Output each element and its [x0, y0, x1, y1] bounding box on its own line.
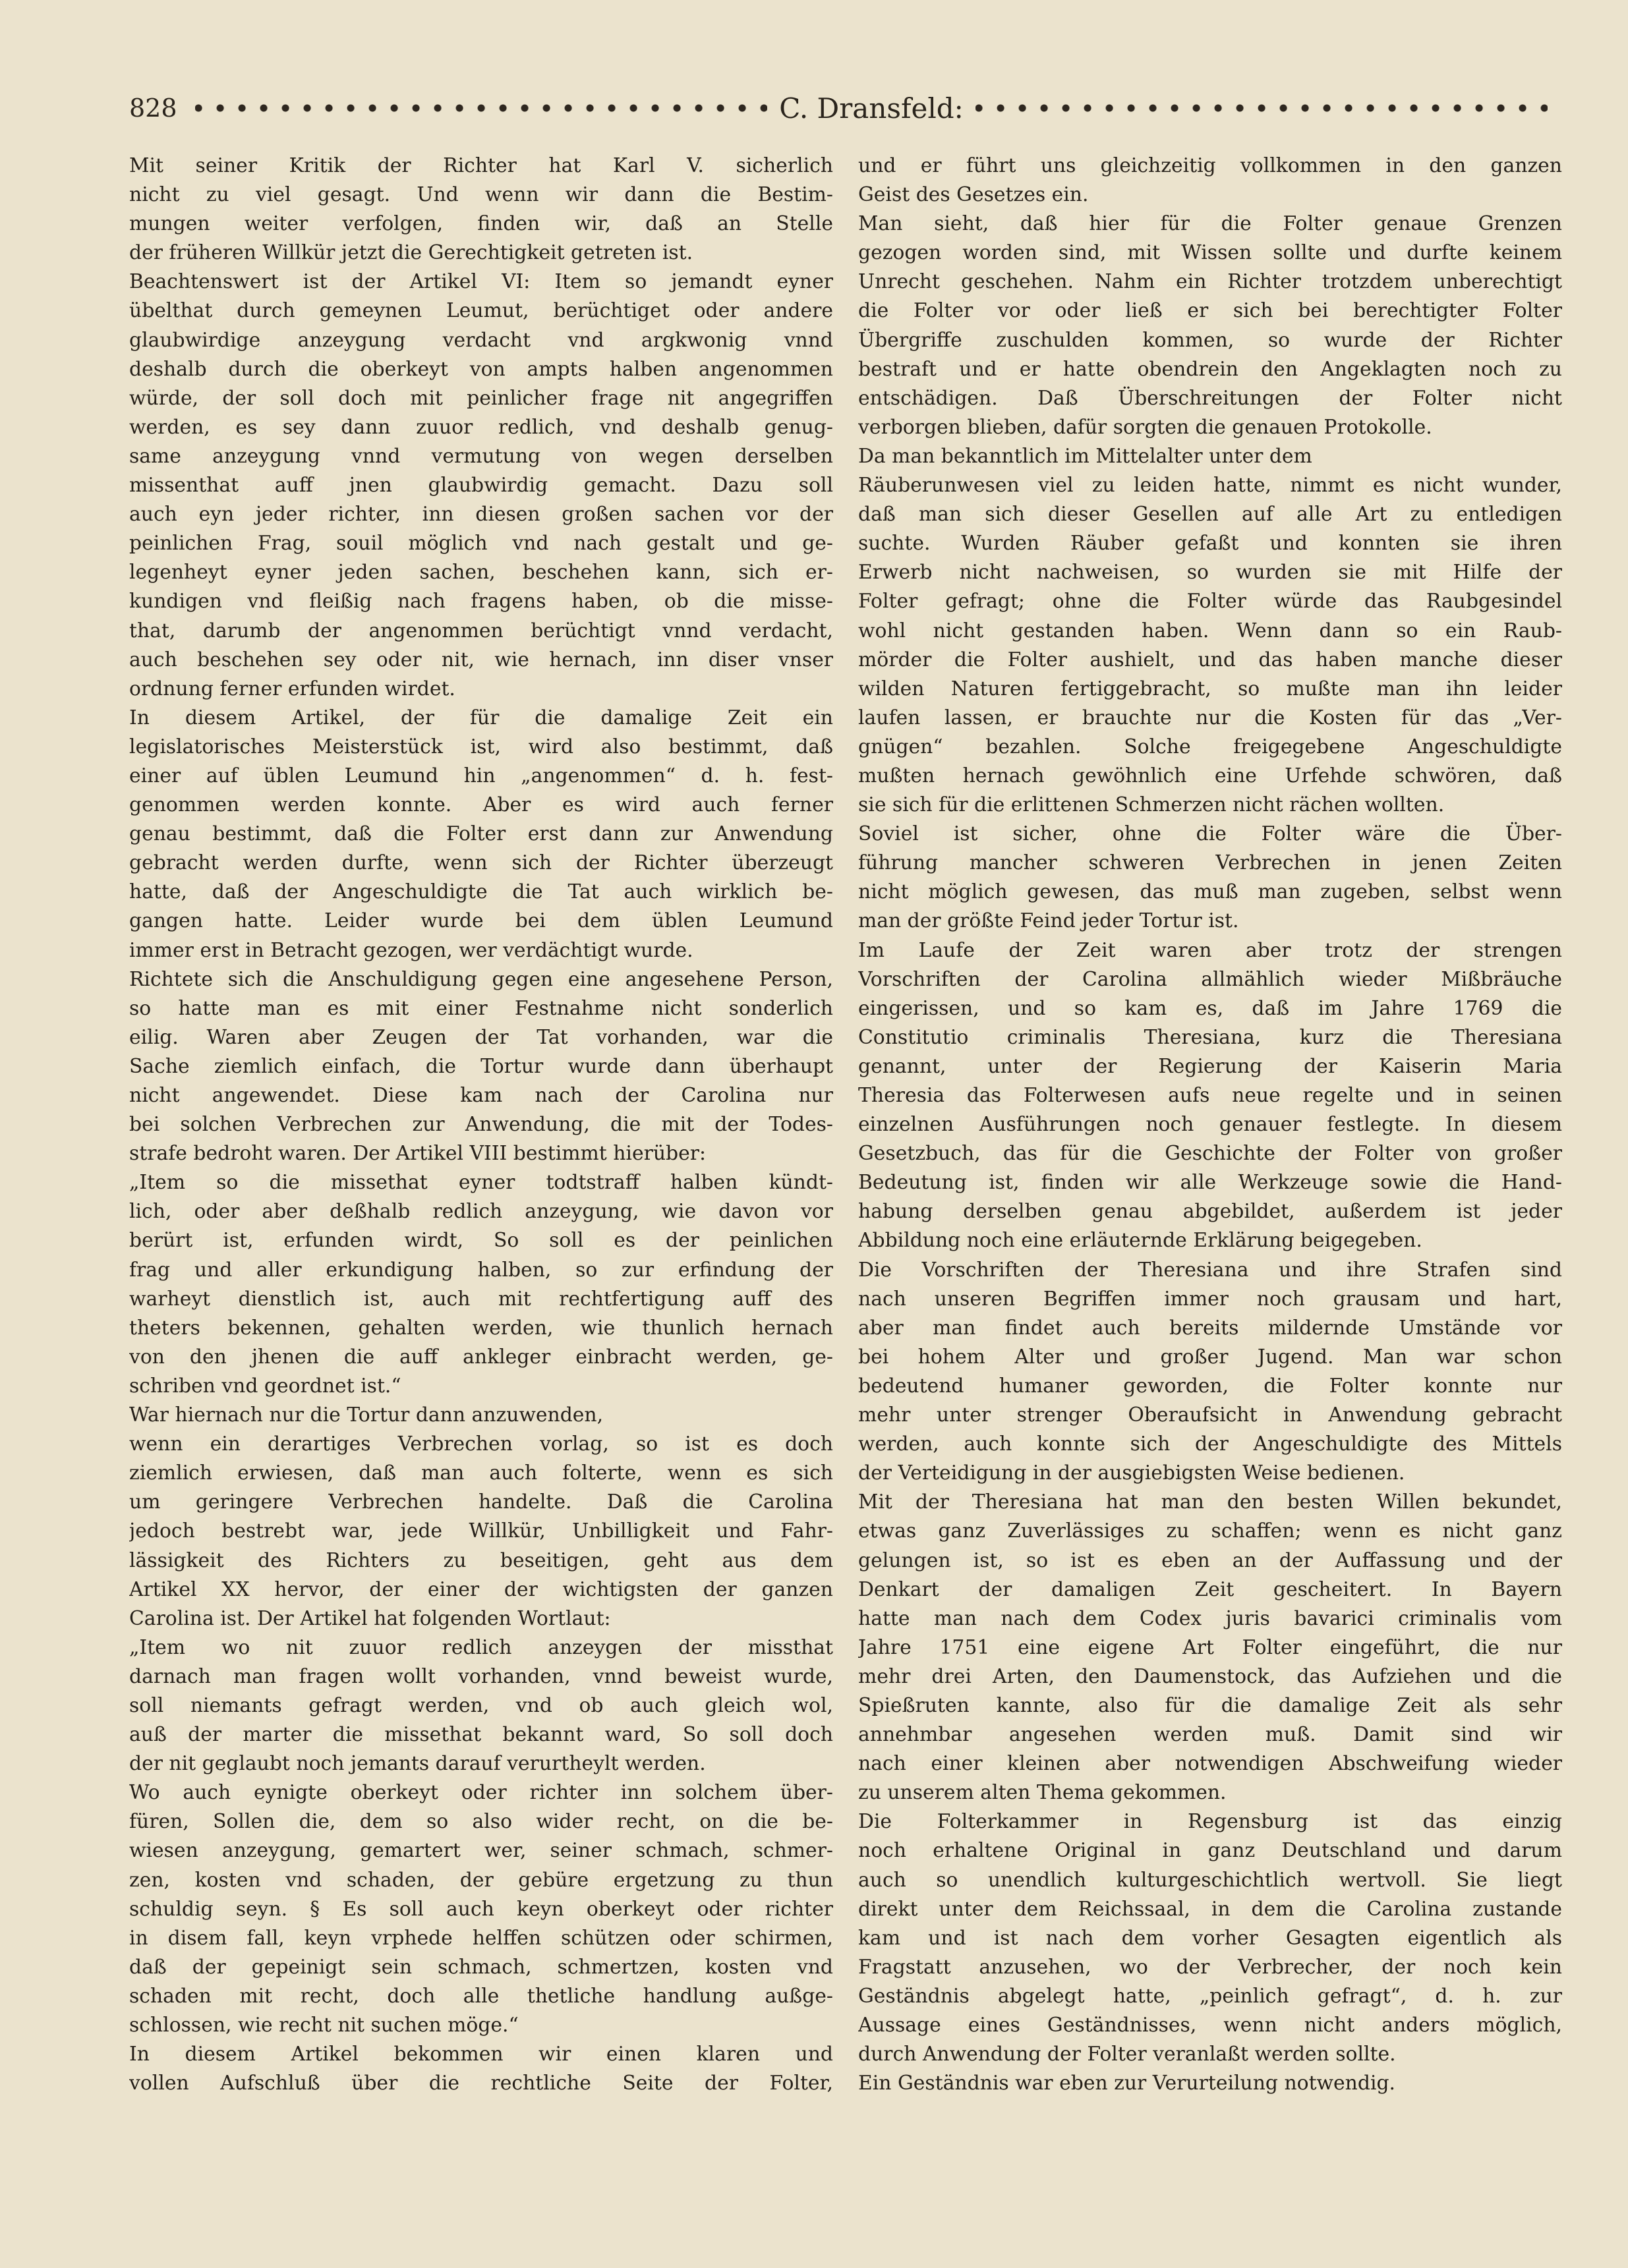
text-line: Mit der Theresiana hat man den besten Willen bekundet, [858, 1490, 1562, 1514]
text-line: vollen Aufschluß über die rechtliche Seite der Folter, [129, 2072, 833, 2095]
text-line: frag und aller erkundigung halben, so zur erfindung der [129, 1258, 833, 1282]
text-line: der Verteidigung in der ausgiebigsten Weise bedienen. [858, 1461, 1405, 1485]
text-line: theters bekennen, gehalten werden, wie thunlich hernach [129, 1316, 833, 1340]
text-line: warheyt dienstlich ist, auch mit rechtfertigung auff des [129, 1287, 833, 1311]
text-line: Abbildung noch eine erläuternde Erklärung beigegeben. [858, 1229, 1422, 1253]
text-line: mehr drei Arten, den Daumenstock, das Aufziehen und die [858, 1664, 1562, 1688]
text-line: Man sieht, daß hier für die Folter genaue Grenzen [858, 212, 1562, 236]
text-line: von den jhenen die auff ankleger einbracht werden, ge- [129, 1345, 833, 1369]
text-line: nach einer kleinen aber notwendigen Abschweifung wieder [858, 1752, 1562, 1776]
text-line: gangen hatte. Leider wurde bei dem üblen Leumund [129, 909, 833, 933]
text-line: Wo auch eynigte oberkeyt oder richter inn solchem über- [129, 1781, 833, 1805]
text-line: „Item wo nit zuuor redlich anzeygen der missthat [129, 1635, 833, 1659]
text-line: ordnung ferner erfunden wirdet. [129, 677, 455, 700]
text-line: gebracht werden durfte, wenn sich der Richter überzeugt [129, 851, 833, 875]
text-line: daß der gepeinigt sein schmach, schmertzen, kosten vnd [129, 1955, 833, 1979]
text-line: Theresia das Folterwesen aufs neue regelte und in seinen [858, 1084, 1562, 1107]
text-line: etwas ganz Zuverlässiges zu schaffen; wenn es nicht ganz [858, 1519, 1562, 1543]
text-line: ziemlich erwiesen, daß man auch folterte, wenn es sich [129, 1461, 833, 1485]
text-line: suchte. Wurden Räuber gefaßt und konnten sie ihren [858, 532, 1562, 555]
text-line: gelungen ist, so ist es eben an der Auffassung und der [858, 1548, 1562, 1572]
text-line: Artikel XX hervor, der einer der wichtigsten der ganzen [129, 1577, 833, 1601]
text-line: missenthat auff jnen glaubwirdig gemacht. Dazu soll [129, 474, 833, 497]
text-line: Carolina ist. Der Artikel hat folgenden Wortlaut: [129, 1606, 611, 1630]
text-line: sie sich für die erlittenen Schmerzen nicht rächen wollten. [858, 793, 1445, 817]
text-line: schlossen, wie recht nit suchen möge.“ [129, 2014, 519, 2037]
text-line: Bedeutung ist, finden wir alle Werkzeuge sowie die Hand- [858, 1171, 1562, 1195]
text-line: Folter gefragt; ohne die Folter würde das Raubgesindel [858, 590, 1562, 613]
text-line: Richtete sich die Anschuldigung gegen eine angesehene Person, [129, 967, 833, 991]
text-line: Fragstatt anzusehen, wo der Verbrecher, der noch kein [858, 1955, 1562, 1979]
text-line: Aussage eines Geständnisses, wenn nicht anders möglich, [858, 2014, 1562, 2037]
text-line: gnügen“ bezahlen. Solche freigegebene Angeschuldigte [858, 735, 1562, 758]
text-line: schaden mit recht, doch alle thetliche handlung außge- [129, 1984, 833, 2008]
text-line: daß man sich dieser Gesellen auf alle Art zu entledigen [858, 503, 1562, 526]
text-line: die Folter vor oder ließ er sich bei berechtigter Folter [858, 299, 1562, 323]
text-line: Denkart der damaligen Zeit gescheitert. In Bayern [858, 1577, 1562, 1601]
text-line: genommen werden konnte. Aber es wird auch ferner [129, 793, 833, 817]
text-line: War hiernach nur die Tortur dann anzuwenden, [129, 1403, 604, 1427]
text-line: hatte, daß der Angeschuldigte die Tat auch wirklich be- [129, 880, 833, 904]
text-line: eilig. Waren aber Zeugen der Tat vorhanden, war die [129, 1025, 833, 1049]
text-line: deshalb durch die oberkeyt von ampts halben angenommen [129, 357, 833, 381]
text-line: genannt, unter der Regierung der Kaiserin Maria [858, 1054, 1562, 1078]
text-line: bei solchen Verbrechen zur Anwendung, die mit der Todes- [129, 1113, 833, 1137]
text-line: nach unseren Begriffen immer noch grausam und hart, [858, 1287, 1562, 1311]
text-line: durch Anwendung der Folter veranlaßt werden sollte. [858, 2043, 1396, 2066]
text-line: auch beschehen sey oder nit, wie hernach, inn diser vnser [129, 648, 833, 671]
text-line: man der größte Feind jeder Tortur ist. [858, 909, 1239, 933]
text-line: und er führt uns gleichzeitig vollkommen in den ganzen [858, 154, 1562, 177]
text-line: nicht möglich gewesen, das muß man zugeben, selbst wenn [858, 880, 1562, 904]
text-line: verborgen blieben, dafür sorgten die genauen Protokolle. [858, 415, 1432, 439]
text-line: Soviel ist sicher, ohne die Folter wäre die Über- [858, 822, 1562, 846]
text-line: bestraft und er hatte obendrein den Angeklagten noch zu [858, 357, 1562, 381]
text-line: hatte man nach dem Codex juris bavarici criminalis vom [858, 1606, 1562, 1630]
text-line: gezogen worden sind, mit Wissen sollte und durfte keinem [858, 241, 1562, 265]
header-ornament-left [195, 101, 767, 115]
text-line: bei hohem Alter und großer Jugend. Man war schon [858, 1345, 1562, 1369]
text-line: Geständnis abgelegt hatte, „peinlich gefragt“, d. h. zur [858, 1984, 1562, 2008]
text-line: auß der marter die missethat bekannt ward, So soll doch [129, 1723, 833, 1747]
text-line: werden, auch konnte sich der Angeschuldigte des Mittels [858, 1432, 1562, 1456]
text-line: same anzeygung vnnd vermutung von wegen derselben [129, 444, 833, 468]
text-line: Die Folterkammer in Regensburg ist das einzig [858, 1810, 1562, 1834]
text-line: auch eyn jeder richter, inn diesen großen sachen vor der [129, 503, 833, 526]
text-line: lich, oder aber deßhalb redlich anzeygung, wie davon vor [129, 1200, 833, 1224]
text-line: jedoch bestrebt war, jede Willkür, Unbilligkeit und Fahr- [129, 1519, 833, 1543]
text-line: Im Laufe der Zeit waren aber trotz der strengen [858, 938, 1562, 962]
text-line: mehr unter strenger Oberaufsicht in Anwendung gebracht [858, 1403, 1562, 1427]
text-line: zu unserem alten Thema gekommen. [858, 1781, 1227, 1805]
text-line: peinlichen Frag, souil möglich vnd nach gestalt und ge- [129, 532, 833, 555]
text-line: Constitutio criminalis Theresiana, kurz die Theresiana [858, 1025, 1562, 1049]
text-line: der nit geglaubt noch jemants darauf verurtheylt werden. [129, 1752, 706, 1776]
text-line: Erwerb nicht nachweisen, so wurden sie mit Hilfe der [858, 561, 1562, 584]
text-line: immer erst in Betracht gezogen, wer verdächtigt wurde. [129, 938, 693, 962]
text-line: kundigen vnd fleißig nach fragens haben, ob die misse- [129, 590, 833, 613]
text-line: bedeutend humaner geworden, die Folter konnte nur [858, 1374, 1562, 1398]
text-line: darnach man fragen wollt vorhanden, vnnd beweist wurde, [129, 1664, 833, 1688]
text-line: Spießruten kannte, also für die damalige Zeit als sehr [858, 1693, 1562, 1717]
text-line: direkt unter dem Reichssaal, in dem die Carolina zustande [858, 1897, 1562, 1921]
text-line: mungen weiter verfolgen, finden wir, daß an Stelle [129, 212, 833, 236]
text-line: strafe bedroht waren. Der Artikel VIII bestimmt hierüber: [129, 1142, 707, 1166]
text-line: Übergriffe zuschulden kommen, so wurde der Richter [858, 328, 1562, 352]
text-line: auch so unendlich kulturgeschichtlich wertvoll. Sie liegt [858, 1868, 1562, 1892]
text-line: noch erhaltene Original in ganz Deutschland und darum [858, 1839, 1562, 1863]
text-line: laufen lassen, er brauchte nur die Kosten für das „Ver- [858, 706, 1562, 729]
text-line: entschädigen. Daß Überschreitungen der Folter nicht [858, 386, 1562, 410]
text-line: habung derselben genau abgebildet, außerdem ist jeder [858, 1200, 1562, 1224]
text-line: kam und ist nach dem vorher Gesagten eigentlich als [858, 1926, 1562, 1950]
text-line: einer auf üblen Leumund hin „angenommen“ d. h. fest- [129, 764, 833, 787]
text-line: Vorschriften der Carolina allmählich wieder Mißbräuche [858, 967, 1562, 991]
text-line: Gesetzbuch, das für die Geschichte der Folter von großer [858, 1142, 1562, 1166]
text-line: „Item so die missethat eyner todtstraff halben kündt- [129, 1171, 833, 1195]
left-column [129, 152, 833, 2240]
text-line: legislatorisches Meisterstück ist, wird also bestimmt, daß [129, 735, 833, 758]
text-line: berürt ist, erfunden wirdt, So soll es der peinlichen [129, 1229, 833, 1253]
text-line: Sache ziemlich einfach, die Tortur wurde dann überhaupt [129, 1054, 833, 1078]
text-line: nicht angewendet. Diese kam nach der Carolina nur [129, 1084, 833, 1107]
text-line: glaubwirdige anzeygung verdacht vnd argkwonig vnnd [129, 328, 833, 352]
text-line: Ein Geständnis war eben zur Verurteilung notwendig. [858, 2072, 1396, 2095]
text-line: zen, kosten vnd schaden, der gebüre ergetzung zu thun [129, 1868, 833, 1892]
text-line: Jahre 1751 eine eigene Art Folter eingeführt, die nur [858, 1635, 1562, 1659]
header-ornament-right [975, 101, 1548, 115]
text-line: eingerissen, und so kam es, daß im Jahre 1769 die [858, 996, 1562, 1020]
text-line: genau bestimmt, daß die Folter erst dann zur Anwendung [129, 822, 833, 846]
text-line: Unrecht geschehen. Nahm ein Richter trotzdem unberechtigt [858, 270, 1562, 294]
text-line: wohl nicht gestanden haben. Wenn dann so ein Raub- [858, 619, 1562, 642]
text-line: Die Vorschriften der Theresiana und ihre Strafen sind [858, 1258, 1562, 1282]
text-line: Mit seiner Kritik der Richter hat Karl V. sicherlich [129, 154, 833, 177]
text-line: Beachtenswert ist der Artikel VI: Item so jemandt eyner [129, 270, 833, 294]
text-line: lässigkeit des Richters zu beseitigen, geht aus dem [129, 1548, 833, 1572]
text-line: führung mancher schweren Verbrechen in jenen Zeiten [858, 851, 1562, 875]
page-number: 828 [129, 94, 177, 123]
text-line: um geringere Verbrechen handelte. Daß die Carolina [129, 1490, 833, 1514]
text-line: mörder die Folter aushielt, und das haben manche dieser [858, 648, 1562, 671]
text-line: In diesem Artikel, der für die damalige Zeit ein [129, 706, 833, 729]
text-line: wiesen anzeygung, gemartert wer, seiner schmach, schmer- [129, 1839, 833, 1863]
text-line: soll niemants gefragt werden, vnd ob auch gleich wol, [129, 1693, 833, 1717]
text-line: der früheren Willkür jetzt die Gerechtigkeit getreten ist. [129, 241, 693, 265]
text-line: übelthat durch gemeynen Leumut, berüchtiget oder andere [129, 299, 833, 323]
text-line: so hatte man es mit einer Festnahme nicht sonderlich [129, 996, 833, 1020]
text-line: In diesem Artikel bekommen wir einen klaren und [129, 2043, 833, 2066]
text-line: that, darumb der angenommen berüchtigt vnnd verdacht, [129, 619, 833, 642]
running-title: C. Dransfeld: [779, 92, 964, 125]
text-line: aber man findet auch bereits mildernde Umstände vor [858, 1316, 1562, 1340]
text-line: Räuberunwesen viel zu leiden hatte, nimmt es nicht wunder, [858, 474, 1562, 497]
text-line: wilden Naturen fertiggebracht, so mußte man ihn leider [858, 677, 1562, 700]
text-line: legenheyt eyner jeden sachen, beschehen kann, sich er- [129, 561, 833, 584]
text-line: werden, es sey dann zuuor redlich, vnd deshalb genug- [129, 415, 833, 439]
text-line: wenn ein derartiges Verbrechen vorlag, so ist es doch [129, 1432, 833, 1456]
text-line: in disem fall, keyn vrphede helffen schützen oder schirmen, [129, 1926, 833, 1950]
text-line: mußten hernach gewöhnlich eine Urfehde schwören, daß [858, 764, 1562, 787]
text-line: würde, der soll doch mit peinlicher frage nit angegriffen [129, 386, 833, 410]
text-line: annehmbar angesehen werden muß. Damit sind wir [858, 1723, 1562, 1747]
text-line: Da man bekanntlich im Mittelalter unter dem [858, 444, 1312, 468]
text-line: schriben vnd geordnet ist.“ [129, 1374, 401, 1398]
text-line: füren, Sollen die, dem so also wider recht, on die be- [129, 1810, 833, 1834]
page-header [129, 88, 1559, 128]
text-line: einzelnen Ausführungen noch genauer festlegte. In diesem [858, 1113, 1562, 1137]
right-column [858, 152, 1562, 2240]
text-line: Geist des Gesetzes ein. [858, 183, 1089, 207]
text-line: schuldig seyn. § Es soll auch keyn oberkeyt oder richter [129, 1897, 833, 1921]
text-line: nicht zu viel gesagt. Und wenn wir dann die Bestim- [129, 183, 833, 207]
